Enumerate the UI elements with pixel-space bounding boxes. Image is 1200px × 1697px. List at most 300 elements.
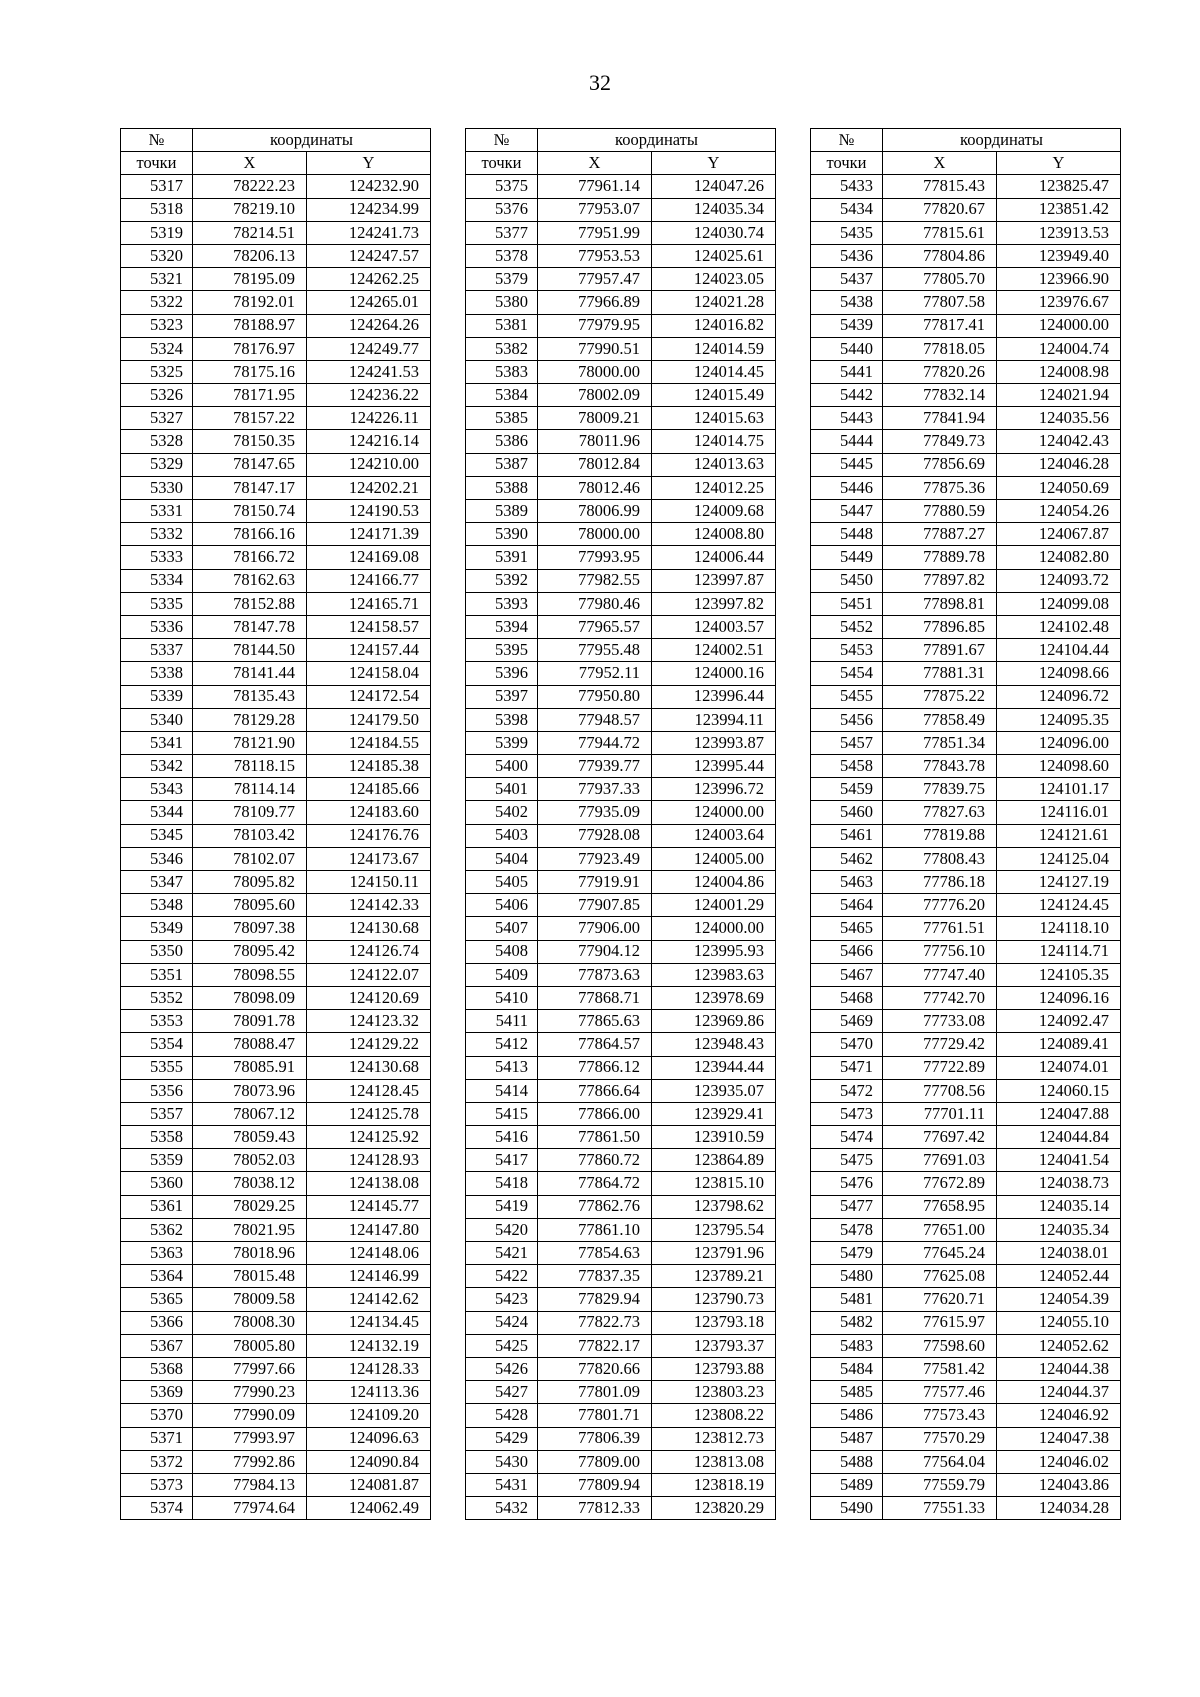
y-coordinate-cell: 124132.19: [307, 1334, 431, 1357]
table-row: [466, 731, 776, 754]
point-number-cell: 5401: [466, 778, 538, 801]
x-coordinate-cell: 77817.41: [883, 314, 997, 337]
point-number-cell: 5425: [466, 1334, 538, 1357]
y-coordinate-cell: 124099.08: [997, 592, 1121, 615]
x-coordinate-cell: 77898.81: [883, 592, 997, 615]
table-row: [466, 500, 776, 523]
table-row: [466, 337, 776, 360]
table-row: [121, 198, 431, 221]
y-coordinate-cell: 124067.87: [997, 523, 1121, 546]
point-number-cell: 5324: [121, 337, 193, 360]
table-row: [811, 476, 1121, 499]
table-row: [121, 1427, 431, 1450]
point-number-cell: 5416: [466, 1126, 538, 1149]
y-coordinate-cell: 124038.01: [997, 1242, 1121, 1265]
table-row: [811, 453, 1121, 476]
point-number-cell: 5481: [811, 1288, 883, 1311]
point-number-cell: 5478: [811, 1218, 883, 1241]
y-coordinate-cell: 124047.88: [997, 1102, 1121, 1125]
x-coordinate-cell: 78206.13: [193, 244, 307, 267]
x-coordinate-cell: 77805.70: [883, 268, 997, 291]
x-coordinate-cell: 78008.30: [193, 1311, 307, 1334]
point-number-cell: 5435: [811, 221, 883, 244]
point-number-cell: 5422: [466, 1265, 538, 1288]
table-row: [121, 453, 431, 476]
x-coordinate-cell: 77889.78: [883, 546, 997, 569]
y-coordinate-cell: 124124.45: [997, 894, 1121, 917]
x-coordinate-cell: 78012.46: [538, 476, 652, 499]
y-coordinate-cell: 124179.50: [307, 708, 431, 731]
point-number-cell: 5475: [811, 1149, 883, 1172]
table-row: [466, 1497, 776, 1520]
point-number-cell: 5483: [811, 1334, 883, 1357]
table-row: [811, 685, 1121, 708]
x-coordinate-cell: 77761.51: [883, 917, 997, 940]
x-coordinate-cell: 78152.88: [193, 592, 307, 615]
y-coordinate-cell: 124158.04: [307, 662, 431, 685]
y-coordinate-cell: 123793.18: [652, 1311, 776, 1334]
point-number-cell: 5409: [466, 963, 538, 986]
x-coordinate-cell: 78095.82: [193, 871, 307, 894]
table-row: [121, 569, 431, 592]
x-coordinate-cell: 77822.17: [538, 1334, 652, 1357]
coordinates-table-2: [465, 128, 776, 1520]
point-number-cell: 5439: [811, 314, 883, 337]
table-row: [811, 407, 1121, 430]
x-coordinate-cell: 77577.46: [883, 1381, 997, 1404]
point-number-cell: 5454: [811, 662, 883, 685]
point-number-cell: 5360: [121, 1172, 193, 1195]
x-coordinate-cell: 77955.48: [538, 639, 652, 662]
x-coordinate-cell: 77672.89: [883, 1172, 997, 1195]
y-coordinate-cell: 124146.99: [307, 1265, 431, 1288]
table-row: [466, 1357, 776, 1380]
point-number-cell: 5466: [811, 940, 883, 963]
point-number-cell: 5318: [121, 198, 193, 221]
x-coordinate-cell: 77860.72: [538, 1149, 652, 1172]
y-coordinate-cell: 124041.54: [997, 1149, 1121, 1172]
table-row: [121, 546, 431, 569]
y-coordinate-cell: 124145.77: [307, 1195, 431, 1218]
x-coordinate-cell: 77658.95: [883, 1195, 997, 1218]
y-coordinate-cell: 124128.33: [307, 1357, 431, 1380]
point-number-cell: 5341: [121, 731, 193, 754]
table-row: [121, 314, 431, 337]
y-coordinate-cell: 123996.72: [652, 778, 776, 801]
table-row: [811, 1056, 1121, 1079]
point-number-cell: 5380: [466, 291, 538, 314]
x-coordinate-cell: 77615.97: [883, 1311, 997, 1334]
table-row: [121, 244, 431, 267]
point-number-cell: 5383: [466, 360, 538, 383]
point-number-cell: 5413: [466, 1056, 538, 1079]
point-number-cell: 5359: [121, 1149, 193, 1172]
header-point-label: точки: [466, 152, 538, 175]
x-coordinate-cell: 78098.55: [193, 963, 307, 986]
point-number-cell: 5473: [811, 1102, 883, 1125]
table-row: [466, 360, 776, 383]
point-number-cell: 5444: [811, 430, 883, 453]
table-row: [811, 801, 1121, 824]
y-coordinate-cell: 124054.26: [997, 500, 1121, 523]
point-number-cell: 5326: [121, 384, 193, 407]
table-row: [466, 546, 776, 569]
table-row: [121, 1381, 431, 1404]
y-coordinate-cell: 124074.01: [997, 1056, 1121, 1079]
x-coordinate-cell: 77598.60: [883, 1334, 997, 1357]
x-coordinate-cell: 78166.16: [193, 523, 307, 546]
y-coordinate-cell: 123808.22: [652, 1404, 776, 1427]
table-row: [811, 1195, 1121, 1218]
table-row: [121, 1218, 431, 1241]
x-coordinate-cell: 78021.95: [193, 1218, 307, 1241]
y-coordinate-cell: 124046.02: [997, 1450, 1121, 1473]
point-number-cell: 5355: [121, 1056, 193, 1079]
point-number-cell: 5372: [121, 1450, 193, 1473]
table-row: [466, 291, 776, 314]
table-row: [811, 963, 1121, 986]
y-coordinate-cell: 124014.59: [652, 337, 776, 360]
x-coordinate-cell: 78141.44: [193, 662, 307, 685]
header-point-label: точки: [811, 152, 883, 175]
table-row: [466, 1288, 776, 1311]
point-number-cell: 5384: [466, 384, 538, 407]
x-coordinate-cell: 77806.39: [538, 1427, 652, 1450]
point-number-cell: 5461: [811, 824, 883, 847]
point-number-cell: 5443: [811, 407, 883, 430]
point-number-cell: 5433: [811, 175, 883, 198]
x-coordinate-cell: 77950.80: [538, 685, 652, 708]
point-number-cell: 5327: [121, 407, 193, 430]
coordinates-table-1: [120, 128, 431, 1520]
x-coordinate-cell: 77952.11: [538, 662, 652, 685]
y-coordinate-cell: 124264.26: [307, 314, 431, 337]
x-coordinate-cell: 77807.58: [883, 291, 997, 314]
table-row: [121, 1172, 431, 1195]
x-coordinate-cell: 77875.36: [883, 476, 997, 499]
y-coordinate-cell: 124015.63: [652, 407, 776, 430]
y-coordinate-cell: 124050.69: [997, 476, 1121, 499]
table-row: [466, 662, 776, 685]
point-number-cell: 5480: [811, 1265, 883, 1288]
table-row: [121, 384, 431, 407]
y-coordinate-cell: 123995.93: [652, 940, 776, 963]
x-coordinate-cell: 77812.33: [538, 1497, 652, 1520]
table-row: [121, 1079, 431, 1102]
y-coordinate-cell: 124096.72: [997, 685, 1121, 708]
x-coordinate-cell: 77843.78: [883, 755, 997, 778]
y-coordinate-cell: 124030.74: [652, 221, 776, 244]
x-coordinate-cell: 77897.82: [883, 569, 997, 592]
x-coordinate-cell: 77747.40: [883, 963, 997, 986]
point-number-cell: 5415: [466, 1102, 538, 1125]
x-coordinate-cell: 77935.09: [538, 801, 652, 824]
point-number-cell: 5448: [811, 523, 883, 546]
table-row: [466, 940, 776, 963]
point-number-cell: 5388: [466, 476, 538, 499]
table-row: [121, 894, 431, 917]
table-row: [811, 847, 1121, 870]
point-number-cell: 5366: [121, 1311, 193, 1334]
x-coordinate-cell: 77979.95: [538, 314, 652, 337]
y-coordinate-cell: 124042.43: [997, 430, 1121, 453]
y-coordinate-cell: 123948.43: [652, 1033, 776, 1056]
y-coordinate-cell: 124038.73: [997, 1172, 1121, 1195]
x-coordinate-cell: 77896.85: [883, 615, 997, 638]
x-coordinate-cell: 77776.20: [883, 894, 997, 917]
x-coordinate-cell: 77809.94: [538, 1473, 652, 1496]
point-number-cell: 5389: [466, 500, 538, 523]
point-number-cell: 5472: [811, 1079, 883, 1102]
y-coordinate-cell: 123913.53: [997, 221, 1121, 244]
y-coordinate-cell: 124202.21: [307, 476, 431, 499]
table-row: [121, 523, 431, 546]
y-coordinate-cell: 124190.53: [307, 500, 431, 523]
point-number-cell: 5474: [811, 1126, 883, 1149]
x-coordinate-cell: 77620.71: [883, 1288, 997, 1311]
point-number-cell: 5465: [811, 917, 883, 940]
table-row: [121, 1126, 431, 1149]
x-coordinate-cell: 77944.72: [538, 731, 652, 754]
x-coordinate-cell: 77645.24: [883, 1242, 997, 1265]
x-coordinate-cell: 78052.03: [193, 1149, 307, 1172]
table-row: [121, 1334, 431, 1357]
y-coordinate-cell: 124123.32: [307, 1010, 431, 1033]
header-coordinates: координаты: [193, 129, 431, 152]
table-row: [121, 1450, 431, 1473]
x-coordinate-cell: 77866.00: [538, 1102, 652, 1125]
y-coordinate-cell: 124129.22: [307, 1033, 431, 1056]
point-number-cell: 5404: [466, 847, 538, 870]
y-coordinate-cell: 124142.62: [307, 1288, 431, 1311]
table-row: [466, 917, 776, 940]
table-row: [811, 1149, 1121, 1172]
y-coordinate-cell: 124262.25: [307, 268, 431, 291]
point-number-cell: 5437: [811, 268, 883, 291]
y-coordinate-cell: 124232.90: [307, 175, 431, 198]
point-number-cell: 5320: [121, 244, 193, 267]
point-number-cell: 5428: [466, 1404, 538, 1427]
table-row: [121, 476, 431, 499]
y-coordinate-cell: 123935.07: [652, 1079, 776, 1102]
table-row: [121, 917, 431, 940]
point-number-cell: 5358: [121, 1126, 193, 1149]
table-row: [811, 1450, 1121, 1473]
y-coordinate-cell: 123996.44: [652, 685, 776, 708]
table-row: [121, 360, 431, 383]
table-row: [466, 708, 776, 731]
y-coordinate-cell: 123949.40: [997, 244, 1121, 267]
y-coordinate-cell: 124116.01: [997, 801, 1121, 824]
table-row: [466, 1427, 776, 1450]
x-coordinate-cell: 77862.76: [538, 1195, 652, 1218]
point-number-cell: 5463: [811, 871, 883, 894]
table-row: [466, 1218, 776, 1241]
y-coordinate-cell: 124000.16: [652, 662, 776, 685]
x-coordinate-cell: 77997.66: [193, 1357, 307, 1380]
point-number-cell: 5464: [811, 894, 883, 917]
point-number-cell: 5364: [121, 1265, 193, 1288]
table-row: [811, 1427, 1121, 1450]
table-body: [121, 175, 431, 1520]
y-coordinate-cell: 124109.20: [307, 1404, 431, 1427]
point-number-cell: 5482: [811, 1311, 883, 1334]
table-row: [466, 1242, 776, 1265]
x-coordinate-cell: 77937.33: [538, 778, 652, 801]
point-number-cell: 5455: [811, 685, 883, 708]
x-coordinate-cell: 77980.46: [538, 592, 652, 615]
point-number-cell: 5417: [466, 1149, 538, 1172]
x-coordinate-cell: 78147.17: [193, 476, 307, 499]
x-coordinate-cell: 77804.86: [883, 244, 997, 267]
y-coordinate-cell: 124035.34: [652, 198, 776, 221]
x-coordinate-cell: 77822.73: [538, 1311, 652, 1334]
point-number-cell: 5365: [121, 1288, 193, 1311]
x-coordinate-cell: 77966.89: [538, 291, 652, 314]
point-number-cell: 5441: [811, 360, 883, 383]
table-row: [121, 1102, 431, 1125]
table-row: [466, 986, 776, 1009]
table-row: [466, 801, 776, 824]
point-number-cell: 5450: [811, 569, 883, 592]
y-coordinate-cell: 123969.86: [652, 1010, 776, 1033]
point-number-cell: 5456: [811, 708, 883, 731]
x-coordinate-cell: 78029.25: [193, 1195, 307, 1218]
x-coordinate-cell: 78073.96: [193, 1079, 307, 1102]
x-coordinate-cell: 78150.74: [193, 500, 307, 523]
table-row: [121, 1497, 431, 1520]
table-row: [466, 1172, 776, 1195]
y-coordinate-cell: 124265.01: [307, 291, 431, 314]
x-coordinate-cell: 77837.35: [538, 1265, 652, 1288]
point-number-cell: 5357: [121, 1102, 193, 1125]
x-coordinate-cell: 77992.86: [193, 1450, 307, 1473]
table-row: [811, 1473, 1121, 1496]
point-number-cell: 5339: [121, 685, 193, 708]
table-row: [811, 1334, 1121, 1357]
y-coordinate-cell: 124004.74: [997, 337, 1121, 360]
point-number-cell: 5353: [121, 1010, 193, 1033]
x-coordinate-cell: 78009.21: [538, 407, 652, 430]
y-coordinate-cell: 123820.29: [652, 1497, 776, 1520]
point-number-cell: 5374: [121, 1497, 193, 1520]
x-coordinate-cell: 77851.34: [883, 731, 997, 754]
table-row: [811, 731, 1121, 754]
table-row: [811, 917, 1121, 940]
point-number-cell: 5387: [466, 453, 538, 476]
x-coordinate-cell: 77866.12: [538, 1056, 652, 1079]
point-number-cell: 5407: [466, 917, 538, 940]
table-row: [466, 430, 776, 453]
x-coordinate-cell: 77829.94: [538, 1288, 652, 1311]
point-number-cell: 5446: [811, 476, 883, 499]
table-row: [811, 986, 1121, 1009]
point-number-cell: 5421: [466, 1242, 538, 1265]
x-coordinate-cell: 78118.15: [193, 755, 307, 778]
x-coordinate-cell: 77953.07: [538, 198, 652, 221]
y-coordinate-cell: 124169.08: [307, 546, 431, 569]
x-coordinate-cell: 78135.43: [193, 685, 307, 708]
y-coordinate-cell: 124000.00: [652, 917, 776, 940]
table-row: [466, 314, 776, 337]
table-row: [466, 384, 776, 407]
table-row: [811, 1102, 1121, 1125]
table-row: [811, 1404, 1121, 1427]
y-coordinate-cell: 124025.61: [652, 244, 776, 267]
x-coordinate-cell: 77948.57: [538, 708, 652, 731]
point-number-cell: 5477: [811, 1195, 883, 1218]
y-coordinate-cell: 124247.57: [307, 244, 431, 267]
table-row: [121, 268, 431, 291]
point-number-cell: 5329: [121, 453, 193, 476]
x-coordinate-cell: 77820.26: [883, 360, 997, 383]
y-coordinate-cell: 124142.33: [307, 894, 431, 917]
table-row: [466, 685, 776, 708]
x-coordinate-cell: 77801.09: [538, 1381, 652, 1404]
x-coordinate-cell: 77856.69: [883, 453, 997, 476]
x-coordinate-cell: 77993.95: [538, 546, 652, 569]
y-coordinate-cell: 124236.22: [307, 384, 431, 407]
x-coordinate-cell: 77708.56: [883, 1079, 997, 1102]
x-coordinate-cell: 77957.47: [538, 268, 652, 291]
point-number-cell: 5419: [466, 1195, 538, 1218]
table-row: [121, 1242, 431, 1265]
y-coordinate-cell: 124035.34: [997, 1218, 1121, 1241]
header-point-number: №: [121, 129, 193, 152]
point-number-cell: 5349: [121, 917, 193, 940]
table-row: [121, 1033, 431, 1056]
header-y: Y: [997, 152, 1121, 175]
point-number-cell: 5385: [466, 407, 538, 430]
table-row: [466, 1450, 776, 1473]
point-number-cell: 5418: [466, 1172, 538, 1195]
y-coordinate-cell: 124249.77: [307, 337, 431, 360]
y-coordinate-cell: 123789.21: [652, 1265, 776, 1288]
y-coordinate-cell: 124096.00: [997, 731, 1121, 754]
table-row: [121, 407, 431, 430]
x-coordinate-cell: 77891.67: [883, 639, 997, 662]
point-number-cell: 5325: [121, 360, 193, 383]
x-coordinate-cell: 78067.12: [193, 1102, 307, 1125]
table-row: [811, 523, 1121, 546]
x-coordinate-cell: 77854.63: [538, 1242, 652, 1265]
table-body: [811, 175, 1121, 1520]
y-coordinate-cell: 124185.38: [307, 755, 431, 778]
point-number-cell: 5352: [121, 986, 193, 1009]
point-number-cell: 5460: [811, 801, 883, 824]
y-coordinate-cell: 124046.28: [997, 453, 1121, 476]
y-coordinate-cell: 124093.72: [997, 569, 1121, 592]
table-row: [466, 1079, 776, 1102]
point-number-cell: 5490: [811, 1497, 883, 1520]
y-coordinate-cell: 124125.04: [997, 847, 1121, 870]
y-coordinate-cell: 124148.06: [307, 1242, 431, 1265]
x-coordinate-cell: 77581.42: [883, 1357, 997, 1380]
x-coordinate-cell: 77865.63: [538, 1010, 652, 1033]
y-coordinate-cell: 124044.38: [997, 1357, 1121, 1380]
x-coordinate-cell: 77984.13: [193, 1473, 307, 1496]
x-coordinate-cell: 77990.51: [538, 337, 652, 360]
table-row: [121, 337, 431, 360]
table-row: [466, 1010, 776, 1033]
x-coordinate-cell: 78006.99: [538, 500, 652, 523]
table-row: [466, 198, 776, 221]
point-number-cell: 5406: [466, 894, 538, 917]
x-coordinate-cell: 78175.16: [193, 360, 307, 383]
x-coordinate-cell: 77733.08: [883, 1010, 997, 1033]
point-number-cell: 5330: [121, 476, 193, 499]
x-coordinate-cell: 77868.71: [538, 986, 652, 1009]
